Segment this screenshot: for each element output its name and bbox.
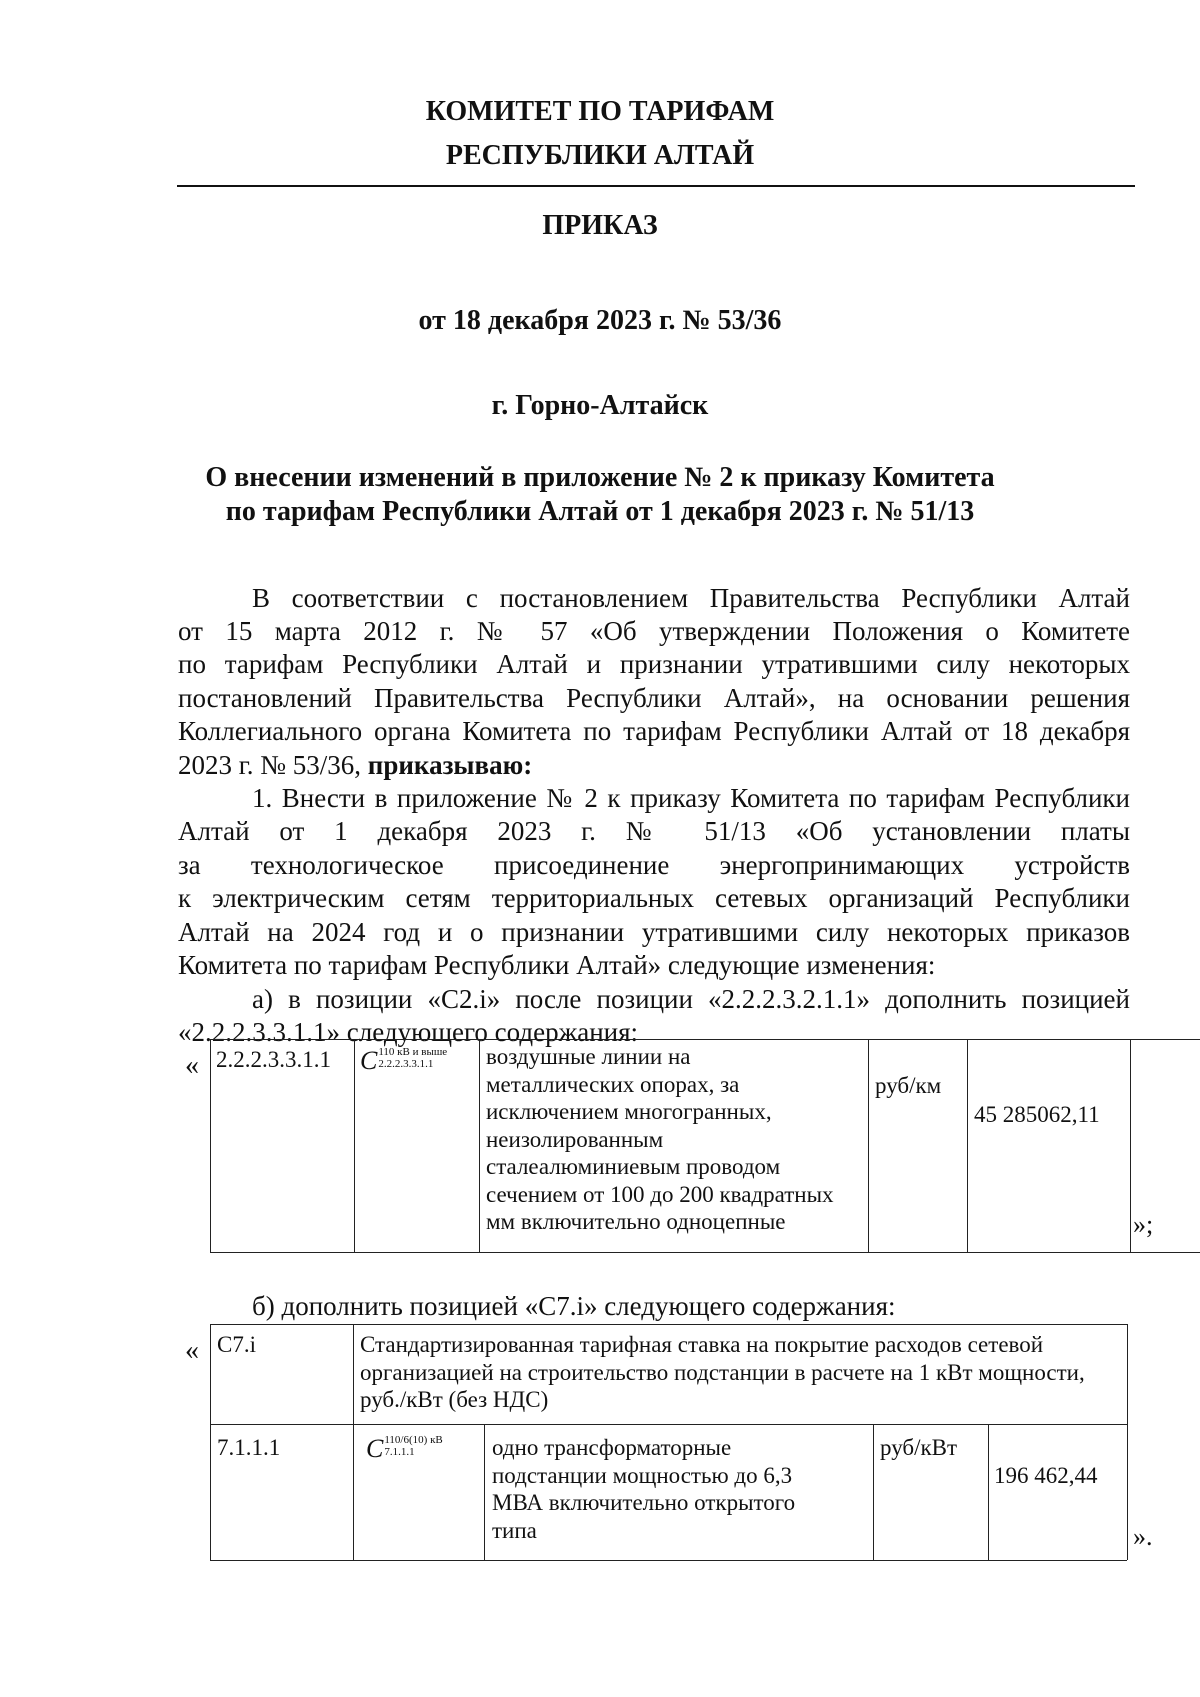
pa-line-1: а) в позиции «С2.i» после позиции «2.2.2.3.2.1.1» дополнить позицией [252, 984, 1130, 1014]
pb-line: б) дополнить позицией «С7.i» следующего содержания: [252, 1291, 896, 1321]
table-a-value: 45 285062,11 [974, 1102, 1100, 1127]
table-a-desc-line: исключением многогранных, [486, 1099, 772, 1124]
order-word: приказываю: [367, 750, 533, 780]
table-a-symbol-sup: 110 кВ и выше [378, 1046, 448, 1058]
p1-line-4: постановлений Правительства Республики Алтай», на основании решения [178, 683, 1130, 713]
table-a-symbol-base: C [360, 1046, 378, 1075]
p1-line-5: Коллегиального органа Комитета по тарифам Республики Алтай от 18 декабря [178, 716, 1130, 746]
table-b-desc-line: одно трансформаторные [492, 1435, 732, 1460]
p2-line-6: Комитета по тарифам Республики Алтай» следующие изменения: [178, 950, 936, 980]
p1-line-1: В соответствии с постановлением Правительства Республики Алтай [252, 583, 1130, 613]
committee-name-line1: КОМИТЕТ ПО ТАРИФАМ [425, 96, 775, 127]
table-b-description [492, 1434, 870, 1544]
table-b-symbol-sub: 7.1.1.1 [384, 1446, 415, 1458]
table-a-symbol [360, 1046, 447, 1076]
table-a-description [486, 1043, 866, 1236]
table-a-desc-line: неизолированным [486, 1126, 664, 1152]
table-a-desc-line: сечением от 100 до 200 квадратных [486, 1181, 834, 1207]
table-b-header-desc-line: руб./кВт (без НДС) [360, 1387, 549, 1412]
table-b-open-quote: « [185, 1335, 199, 1366]
p2-line-4: к электрическим сетям территориальных сетевых организаций Республики [178, 883, 1130, 913]
pa-line-2: «2.2.2.3.3.1.1» следующего содержания: [178, 1017, 639, 1047]
header-divider [177, 185, 1135, 187]
table-b-header-desc-line: организацией на строительство подстанции в расчете на 1 кВт мощности, [360, 1359, 1085, 1385]
p1-line-6 [178, 749, 1130, 782]
table-b-desc-line: МВА включительно открытого [492, 1490, 796, 1515]
document-title-line2: по тарифам Республики Алтай от 1 декабря 2023 г. № 51/13 [225, 496, 975, 527]
table-b-header-desc-line: Стандартизированная тарифная ставка на покрытие расходов сетевой [360, 1332, 1044, 1357]
table-b-symbol-base: C [366, 1434, 384, 1463]
p1-line-6-text: 2023 г. № 53/36, [178, 750, 362, 780]
table-b-symbol-sup: 110/6(10) кВ [384, 1434, 443, 1446]
table-a-desc-line: металлических опорах, за [486, 1071, 740, 1097]
document-date-number: от 18 декабря 2023 г. № 53/36 [418, 305, 782, 336]
table-a-desc-line: сталеалюминиевым проводом [486, 1154, 781, 1179]
document-title-line1: О внесении изменений в приложение № 2 к приказу Комитета [205, 462, 995, 493]
table-b-code: 7.1.1.1 [217, 1435, 281, 1460]
table-b-header-description [360, 1331, 1125, 1414]
table-b-value: 196 462,44 [994, 1463, 1098, 1488]
table-a-unit: руб/км [875, 1073, 942, 1098]
p2-line-2: Алтай от 1 декабря 2023 г. № 51/13 «Об установлении платы [178, 816, 1130, 846]
p2-line-5: Алтай на 2024 год и о признании утратившими силу некоторых приказов [178, 917, 1130, 947]
p1-line-2: от 15 марта 2012 г. № 57 «Об утверждении Положения о Комитете [178, 616, 1130, 646]
table-a-desc-line: мм включительно одноцепные [486, 1209, 786, 1234]
table-b-close-quote: ». [1133, 1522, 1153, 1551]
table-a-code: 2.2.2.3.3.1.1 [216, 1047, 331, 1072]
table-b-header-code: С7.i [217, 1332, 256, 1357]
table-b-unit: руб/кВт [880, 1435, 958, 1460]
document-city: г. Горно-Алтайск [491, 390, 709, 421]
document-type: ПРИКАЗ [542, 210, 658, 241]
p2-line-1: 1. Внести в приложение № 2 к приказу Комитета по тарифам Республики [252, 783, 1130, 813]
table-a-symbol-sub: 2.2.2.3.3.1.1 [378, 1058, 434, 1070]
table-a-open-quote: « [185, 1050, 199, 1081]
table-b-desc-line: типа [492, 1517, 537, 1543]
table-a-desc-line: воздушные линии на [486, 1044, 691, 1069]
p1-line-3: по тарифам Республики Алтай и признании утратившими силу некоторых [178, 649, 1130, 679]
table-b-symbol [366, 1434, 443, 1464]
table-a-close-quote: »; [1133, 1210, 1154, 1239]
p2-line-3: за технологическое присоединение энергопринимающих устройств [178, 850, 1130, 880]
table-b-desc-line: подстанции мощностью до 6,3 [492, 1462, 793, 1488]
committee-name-line2: РЕСПУБЛИКИ АЛТАЙ [445, 140, 755, 171]
